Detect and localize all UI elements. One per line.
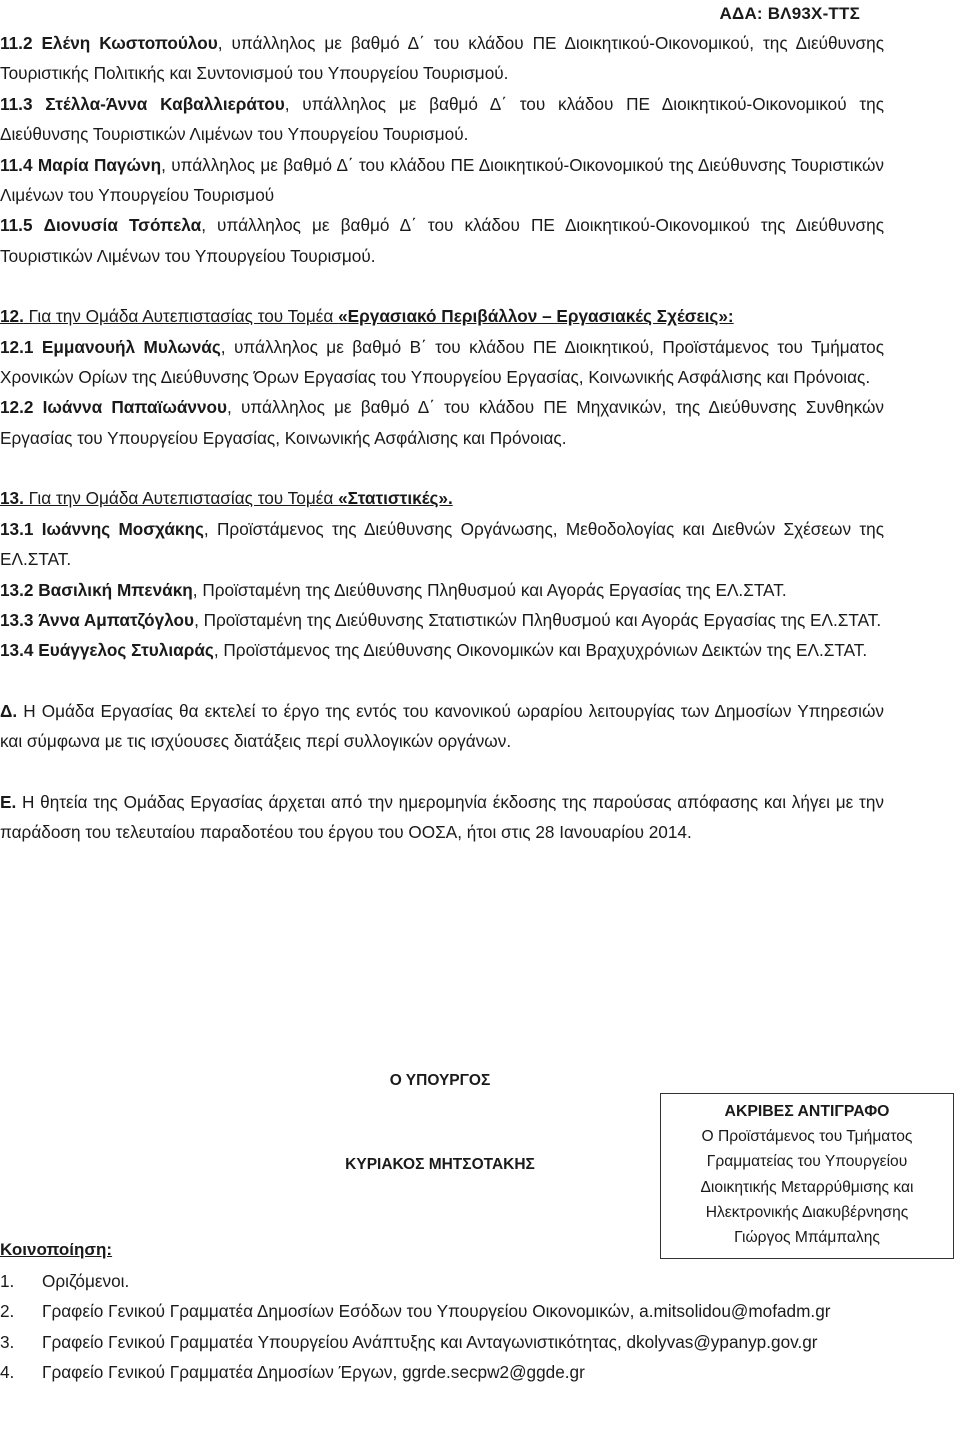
copy-box-line: Ηλεκτρονικής Διακυβέρνησης bbox=[705, 1203, 909, 1221]
member-description: , Προϊστάμενος της Διεύθυνσης Οργάνωσης, Μεθοδολογίας και Διεθνών Σχέσεων της ΕΛ.ΣΤΑΤ. bbox=[0, 518, 884, 570]
section-heading-text: Για την Ομάδα Αυτεπιστασίας του Τομέα bbox=[23, 488, 339, 509]
copy-box-line: Διοικητικής Μεταρρύθμισης και bbox=[700, 1178, 914, 1196]
item-number: 13.4 bbox=[0, 640, 34, 661]
copy-box-signer: Γιώργος Μπάμπαλης bbox=[734, 1229, 880, 1247]
member-13-3 bbox=[0, 605, 884, 635]
section-text: Η θητεία της Ομάδας Εργασίας άρχεται από την ημερομηνία έκδοσης της παρούσας απόφασης και λήγει με την παράδοση του τελευταίου παραδοτέου του έργου του ΟΟΣΑ, ήτοι στις 28 Ιανουαρίου 2014. bbox=[0, 791, 884, 842]
member-11-5 bbox=[0, 210, 884, 271]
section-text: Η Ομάδα Εργασίας θα εκτελεί το έργο της εντός του κανονικού ωραρίου λειτουργίας των Δημοσίων Υπηρεσιών και σύμφωνα με τις ισχύουσες διατάξεις περί συλλογικών οργάνων. bbox=[0, 700, 884, 752]
distribution-item bbox=[0, 1327, 884, 1357]
member-description: , υπάλληλος με βαθμό Β΄ του κλάδου ΠΕ Διοικητικού, Προϊστάμενος του Τμήματος Χρονικών Ορίων της Διεύθυνσης Όρων Εργασίας του Υπουργείου Εργασίας, Κοινωνικής Ασφάλισης και Πρόνοιας. bbox=[0, 336, 884, 388]
member-13-1 bbox=[0, 514, 884, 575]
member-name: Ιωάννα Παπαϊωάννου bbox=[42, 397, 228, 418]
item-number: 11.3 bbox=[0, 93, 33, 114]
distribution-item bbox=[0, 1266, 884, 1296]
section-letter: Δ. bbox=[0, 700, 18, 721]
item-number: 11.4 bbox=[0, 154, 33, 175]
item-number: 11.2 bbox=[0, 33, 33, 53]
section-heading-text: Για την Ομάδα Αυτεπιστασίας του Τομέα bbox=[23, 306, 339, 327]
signature-role: Ο ΥΠΟΥΡΓΟΣ bbox=[389, 1072, 491, 1089]
member-description: , υπάλληλος με βαθμό Δ΄ του κλάδου ΠΕ Διοικητικού-Οικονομικού της Διεύθυνσης Τουριστικών Λιμένων του Υπουργείου Τουρισμού. bbox=[0, 93, 884, 145]
distribution-text: Γραφείο Γενικού Γραμματέα Δημοσίων Έργων, ggrde.secpw2@ggde.gr bbox=[42, 1362, 585, 1383]
member-name: Ευάγγελος Στυλιαράς bbox=[38, 640, 214, 661]
distribution-text: Γραφείο Γενικού Γραμματέα Δημοσίων Εσόδων του Υπουργείου Οικονομικών, a.mitsolidou@mofadm.gr bbox=[42, 1301, 831, 1322]
member-name: Στέλλα-Άννα Καβαλλιεράτου bbox=[45, 93, 285, 114]
distribution-list bbox=[0, 1266, 884, 1388]
section-e bbox=[0, 787, 884, 848]
distribution-number: 2. bbox=[0, 1301, 15, 1322]
member-description: , Προϊσταμένη της Διεύθυνσης Πληθυσμού και Αγοράς Εργασίας της ΕΛ.ΣΤΑΤ. bbox=[192, 579, 787, 600]
item-number: 12.1 bbox=[0, 336, 34, 357]
section-sector: «Στατιστικές». bbox=[338, 488, 453, 509]
member-description: , Προϊσταμένη της Διεύθυνσης Στατιστικών Πληθυσμού και Αγοράς Εργασίας της ΕΛ.ΣΤΑΤ. bbox=[194, 609, 882, 630]
item-number: 13.3 bbox=[0, 609, 34, 630]
member-name: Μαρία Παγώνη bbox=[37, 154, 162, 175]
item-number: 13.1 bbox=[0, 518, 34, 539]
member-description: , υπάλληλος με βαθμό Δ΄ του κλάδου ΠΕ Διοικητικού-Οικονομικού, της Διεύθυνσης Τουριστικής Πολιτικής και Συντονισμού του Υπουργείου Τουρισμού. bbox=[0, 33, 885, 84]
section-12-heading bbox=[0, 301, 884, 331]
member-description: , υπάλληλος με βαθμό Δ΄ του κλάδου ΠΕ Διοικητικού-Οικονομικού της Διεύθυνσης Τουριστικών Λιμένων του Υπουργείου Τουρισμού bbox=[0, 154, 884, 206]
distribution-number: 1. bbox=[0, 1271, 15, 1291]
copy-box-line: Γραμματείας του Υπουργείου bbox=[706, 1153, 908, 1171]
member-12-2 bbox=[0, 392, 884, 453]
member-13-2 bbox=[0, 575, 884, 605]
member-description: , υπάλληλος με βαθμό Δ΄ του κλάδου ΠΕ Διοικητικού-Οικονομικού της Διεύθυνσης Τουριστικών Λιμένων του Υπουργείου Τουρισμού. bbox=[0, 215, 885, 266]
signature-name: ΚΥΡΙΑΚΟΣ ΜΗΤΣΟΤΑΚΗΣ bbox=[345, 1156, 535, 1173]
member-13-4 bbox=[0, 635, 884, 665]
member-11-2 bbox=[0, 28, 884, 89]
member-name: Εμμανουήλ Μυλωνάς bbox=[41, 336, 221, 357]
distribution-item bbox=[0, 1357, 884, 1387]
document-body bbox=[0, 28, 884, 847]
certified-copy-box bbox=[660, 1093, 954, 1259]
section-letter: Ε. bbox=[0, 791, 17, 812]
copy-box-title: ΑΚΡΙΒΕΣ ΑΝΤΙΓΡΑΦΟ bbox=[724, 1103, 890, 1120]
member-name: Άννα Αμπατζόγλου bbox=[38, 609, 195, 630]
section-13-heading bbox=[0, 483, 884, 513]
member-name: Ιωάννης Μοσχάκης bbox=[41, 518, 204, 539]
member-name: Ελένη Κωστοπούλου bbox=[41, 33, 218, 53]
member-name: Βασιλική Μπενάκη bbox=[38, 579, 193, 600]
section-d bbox=[0, 696, 884, 757]
copy-box-line: Ο Προϊστάμενος του Τμήματος bbox=[701, 1128, 913, 1146]
distribution-text: Οριζόμενοι. bbox=[42, 1271, 130, 1291]
member-name: Διονυσία Τσόπελα bbox=[43, 215, 202, 236]
ada-code: ΑΔΑ: ΒΛ93Χ-ΤΤΣ bbox=[719, 4, 860, 23]
member-11-4 bbox=[0, 150, 884, 211]
distribution-number: 3. bbox=[0, 1331, 15, 1352]
distribution-item bbox=[0, 1296, 884, 1326]
section-number: 12. bbox=[0, 306, 24, 327]
distribution-title: Κοινοποίηση: bbox=[0, 1240, 113, 1259]
item-number: 11.5 bbox=[0, 215, 33, 236]
member-12-1 bbox=[0, 332, 884, 393]
section-sector: «Εργασιακό Περιβάλλον – Εργασιακές Σχέσεις»: bbox=[338, 306, 734, 327]
member-description: , Προϊστάμενος της Διεύθυνσης Οικονομικών και Βραχυχρόνιων Δεικτών της ΕΛ.ΣΤΑΤ. bbox=[213, 640, 868, 661]
distribution-text: Γραφείο Γενικού Γραμματέα Υπουργείου Ανάπτυξης και Ανταγωνιστικότητας, dkolyvas@ypanyp.gov.gr bbox=[42, 1331, 818, 1352]
item-number: 13.2 bbox=[0, 579, 34, 600]
section-number: 13. bbox=[0, 488, 24, 509]
member-description: , υπάλληλος με βαθμό Δ΄ του κλάδου ΠΕ Μηχανικών, της Διεύθυνσης Συνθηκών Εργασίας του Υπουργείου Εργασίας, Κοινωνικής Ασφάλισης και Πρόνοιας. bbox=[0, 397, 885, 448]
member-11-3 bbox=[0, 89, 884, 150]
distribution-number: 4. bbox=[0, 1362, 15, 1383]
item-number: 12.2 bbox=[0, 397, 34, 418]
